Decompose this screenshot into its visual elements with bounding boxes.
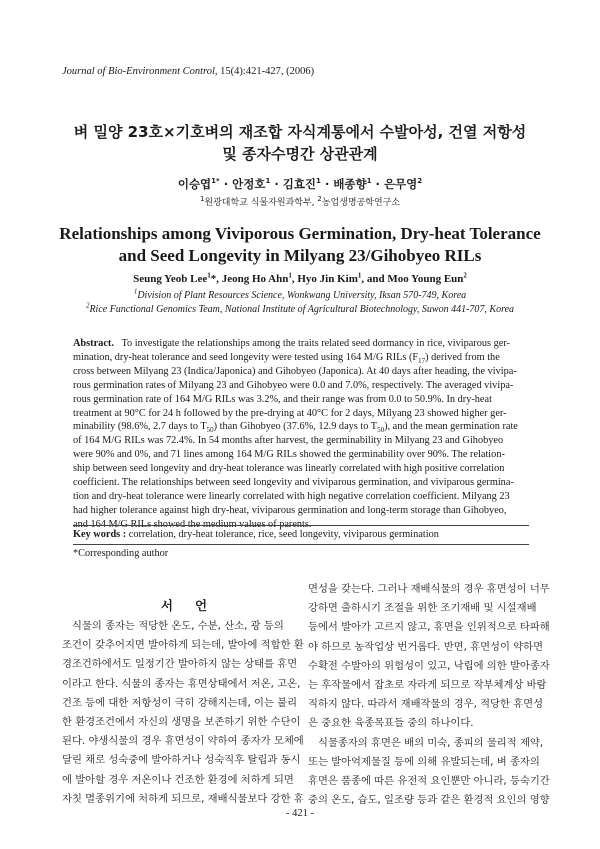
body-line: 자칫 멸종위기에 처하게 되므로, 재배식물보다 강한 휴 <box>62 792 304 805</box>
left-column <box>62 617 304 809</box>
body-line: 중의 온도, 습도, 일조량 등과 같은 환경적 요인의 영향 <box>308 794 550 807</box>
korean-author: 배종향$^1$ <box>333 177 372 191</box>
keywords-text: correlation, dry-heat tolerance, rice, seed longevity, viviparous germination <box>128 529 439 540</box>
journal-name: Journal of Bio-Environment Control, <box>62 66 218 77</box>
korean-author: 김효진$^1$ <box>282 177 321 191</box>
section-heading: 서언 <box>160 598 230 613</box>
journal-citation <box>62 66 314 77</box>
korean-title-line-1: 벼 밀양 23호×기호벼의 재조합 자식계통에서 수발아성, 건열 저항성 <box>73 123 527 141</box>
body-line: 된다. 야생식물의 경우 휴면성이 약하여 종자가 모체에 <box>62 735 304 748</box>
body-line: 조건이 갖추어지면 발아하게 되는데, 발아에 적합한 환 <box>62 639 304 652</box>
abstract-line: of 164 M/G RILs was 72.4%. In 54 months after harvest, the germinability in Milyang 23 and Gihobyeo <box>73 435 504 447</box>
korean-author: 안정호$^1$ <box>232 177 271 191</box>
abstract-line: were 90% and 0%, and 71 lines among 164 M/G RILs showed the germinability over 90%. The relation- <box>73 449 505 461</box>
abstract-label: Abstract. <box>73 338 114 349</box>
body-line: 또는 발아억제물질 등에 의해 유발되는데, 벼 종자의 <box>308 755 540 768</box>
english-affiliation-2: $^2$Rice Functional Genomics Team, National Institute of Agricultural Biotechnology, Suwon 441-707, Korea <box>85 301 515 315</box>
journal-issue: 15(4):421-427, (2006) <box>220 66 315 77</box>
body-line: 식물의 종자는 적당한 온도, 수분, 산소, 광 등의 <box>72 620 284 632</box>
abstract-line: Abstract. To investigate the relationships among the traits related seed dormancy in rice, viviparous ger- <box>73 338 510 349</box>
english-title-line-2: and Seed Longevity in Milyang 23/Gihobyeo RILs <box>118 246 482 265</box>
author-separator: · <box>324 177 330 191</box>
body-line: 휴면은 품종에 따른 유전적 요인뿐만 아니라, 등숙기간 <box>308 774 550 787</box>
abstract-line: rous germination rates of Milyang 23 and Gihobyeo were 0.0 and 7.0%, respectively. The averaged vivipa- <box>73 379 514 391</box>
body-line: 는 후작물에서 잡초로 자라게 되므로 작부체계상 바람 <box>308 678 547 691</box>
body-line: 면성을 갖는다. 그러나 재배식물의 경우 휴면성이 너무 <box>308 583 550 595</box>
english-affiliation-1: $^1$Division of Plant Resources Science, Wonkwang University, Iksan 570-749, Korea <box>133 287 467 301</box>
body-line: 이라고 한다. 식물의 종자는 휴면상태에서 저온, 고온, <box>62 677 301 690</box>
korean-authors <box>0 176 600 192</box>
english-title-line-1: Relationships among Viviporous Germination, Dry-heat Tolerance <box>59 224 541 243</box>
english-authors: Seung Yeob Lee$^1$*, Jeong Ho Ahn$^1$, Hyo Jin Kim$^1$, and Moo Young Eun$^2$ <box>133 271 467 285</box>
corresponding-author-note: *Corresponding author <box>73 548 169 559</box>
author-separator: · <box>274 177 279 191</box>
abstract-line: had higher tolerance against high dry-heat, viviparous germination and long-term storage than Gihobyeo, <box>73 504 507 516</box>
abstract-line: and 164 M/G RILs showed the medium values of parents. <box>73 518 312 530</box>
abstract-line: tion and dry-heat tolerance were linearly correlated with high negative correlation coefficient. Milyang 23 <box>73 490 510 502</box>
keywords-top-rule <box>73 525 529 526</box>
body-line: 건조 등에 대한 저항성이 극히 강해지는데, 이는 불리 <box>62 696 298 709</box>
abstract-line: mination, dry-heat tolerance and seed longevity were tested using 164 M/G RILs $(F_{17})$ derived from the <box>73 351 500 365</box>
keywords <box>73 529 439 540</box>
right-column <box>308 580 550 810</box>
korean-author: 은무영$^2$ <box>383 177 423 191</box>
body-line: 야 하므로 농작업상 번거롭다. 반면, 휴면성이 약하면 <box>308 640 544 653</box>
abstract <box>73 337 529 532</box>
abstract-line: cross between Milyang 23 (Indica/Japonica) and Gihobyeo (Japonica). At 40 days after heading, the vivipa- <box>73 365 517 377</box>
abstract-line: ship between seed longevity and dry-heat tolerance was linearly correlated with high positive correlation <box>73 463 505 475</box>
abstract-line: treatment at 90°C for 24 h followed by the pre-drying at 40°C for 2 days, Milyang 23 showed higher ger- <box>73 407 507 419</box>
abstract-line: minability (98.6%, 2.7 days to $T_{50}$) than Gihobyeo (37.6%, 12.9 days to $T_{50}$), and the mean germination rate <box>73 421 518 435</box>
author-separator: · <box>375 177 380 191</box>
keywords-label: Key words : <box>73 529 127 540</box>
body-line: 은 중요한 육종목표들 중의 하나이다. <box>308 717 474 730</box>
body-line: 에 발아할 경우 저온이나 건조한 환경에 처하게 되면 <box>62 773 294 786</box>
korean-title-line-2: 및 종자수명간 상관관계 <box>222 145 378 163</box>
body-line: 등에서 발아가 고르지 않고, 휴면을 인위적으로 타파해 <box>308 621 550 634</box>
body-line: 경조건하에서도 일정기간 발아하지 않는 상태를 휴면 <box>62 658 298 671</box>
author-separator: · <box>223 177 229 191</box>
korean-author: 이승엽$^{1*}$ <box>177 177 220 191</box>
body-line: 강하면 출하시기 조절을 위한 조기재배 및 시설재배 <box>308 602 537 615</box>
abstract-line: coefficient. The relationships between seed longevity and viviparous germination, and viviparous germina- <box>73 477 514 489</box>
body-line: 직하지 않다. 따라서 재배작물의 경우, 적당한 휴면성 <box>308 698 544 711</box>
body-line: 한 환경조건에서 자신의 생명을 보존하기 위한 수단이 <box>62 715 301 728</box>
abstract-line: rous germination rate of 164 M/G RILs was 3.2%, and their range was from 0.0 to 50.9%. In dry-heat <box>73 393 492 405</box>
body-line: 수확전 수발아의 위험성이 있고, 낙립에 의한 발아종자 <box>308 659 550 672</box>
page-number: - 421 - <box>286 808 314 819</box>
korean-affiliation: $^1$원광대학교 식물자원과학부, $^2$농업생명공학연구소 <box>199 195 401 208</box>
body-line: 달린 채로 성숙중에 발아하거나 성숙직후 탈립과 동시 <box>62 754 301 767</box>
keywords-bottom-rule <box>73 544 529 545</box>
body-line: 식물종자의 휴면은 배의 미숙, 종피의 물리적 제약, <box>318 736 544 749</box>
